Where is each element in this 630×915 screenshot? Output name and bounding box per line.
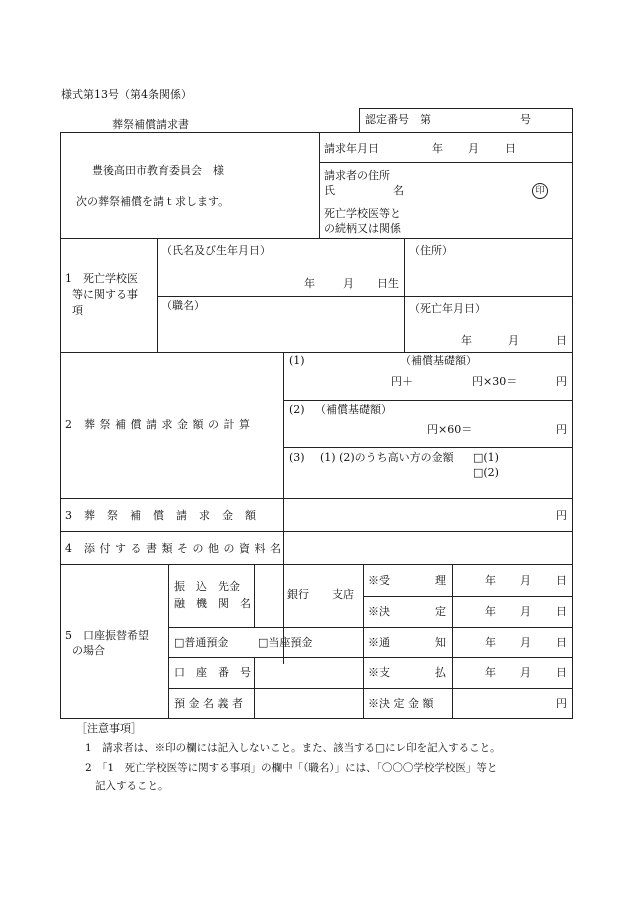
birth-day-unit: 日生 xyxy=(377,277,399,290)
bank-label-1: 振 込 先金 xyxy=(174,580,240,593)
claimant-address-label: 請求者の住所 xyxy=(324,169,390,182)
section5-label-2: の場合 xyxy=(72,644,105,657)
deceased-name-birth-label: （氏名及び生年月日） xyxy=(161,244,271,257)
deposit-ordinary-checkbox[interactable]: □普通預金 xyxy=(174,636,229,649)
addressee-board: 豊後高田市教育委員会 様 xyxy=(92,164,224,177)
section3-label: 3 葬 祭 補 償 請 求 金 額 xyxy=(65,509,257,522)
calc3-option-2[interactable]: □(2) xyxy=(473,466,499,479)
received-day-unit: 日 xyxy=(556,574,567,587)
claim-date-month-unit: 月 xyxy=(468,142,479,155)
notes-heading: ［注意事項］ xyxy=(76,722,142,735)
notified-label: ※通 xyxy=(368,636,390,649)
seal-mark: 印 xyxy=(532,183,548,199)
form-title: 葬祭補償請求書 xyxy=(112,118,189,131)
received-label: ※受 xyxy=(368,574,390,587)
note-item-2-line-2: 記入すること。 xyxy=(95,780,169,792)
decided-amount-unit: 円 xyxy=(556,697,567,710)
decided-day-unit: 日 xyxy=(556,605,567,618)
section1-label-2: 等に関する事 xyxy=(72,288,138,301)
birth-month-unit: 月 xyxy=(343,277,354,290)
death-date-label: （死亡年月日） xyxy=(409,302,486,315)
account-holder-label: 預 金 名 義 者 xyxy=(174,697,243,710)
bank-unit: 銀行 xyxy=(287,588,309,601)
decided-label: ※決 xyxy=(368,605,390,618)
section1-label-3: 項 xyxy=(72,304,83,317)
calc2-title: （補償基礎額） xyxy=(315,403,392,416)
received-year-unit: 年 xyxy=(485,574,496,587)
paid-month-unit: 月 xyxy=(520,666,531,679)
relation-label-1: 死亡学校医等と xyxy=(324,207,401,220)
note-item-2-line-1: 2 「1 死亡学校医等に関する事項」の欄中「（職名）」には、「〇〇〇学校学校医」等と xyxy=(85,762,498,774)
claim-date-day-unit: 日 xyxy=(505,142,516,155)
claim-date-year-unit: 年 xyxy=(432,142,443,155)
calc1-part-b: 円×30＝ xyxy=(472,375,518,388)
section4-label: 4 添 付 す る 書 類 そ の 他 の 資 料 名 xyxy=(65,542,282,555)
note-item-1: 1 請求者は、※印の欄には記入しないこと。また、該当する□にレ印を記入すること。 xyxy=(85,742,501,754)
decided-month-unit: 月 xyxy=(520,605,531,618)
certification-number-label: 認定番号 第 xyxy=(365,113,431,126)
claim-date-label: 請求年月日 xyxy=(324,142,379,155)
birth-year-unit: 年 xyxy=(304,277,315,290)
calc2-part-a: 円×60＝ xyxy=(427,423,473,436)
paid-label-2: 払 xyxy=(435,666,446,679)
calc1-number: (1) xyxy=(289,354,305,367)
section3-unit: 円 xyxy=(556,509,567,522)
notified-month-unit: 月 xyxy=(520,636,531,649)
claimant-name-label-2: 名 xyxy=(393,184,404,197)
decided-label-2: 定 xyxy=(435,605,446,618)
calc1-title: （補償基礎額） xyxy=(400,354,477,367)
received-month-unit: 月 xyxy=(520,574,531,587)
death-year-unit: 年 xyxy=(461,334,472,347)
death-month-unit: 月 xyxy=(508,334,519,347)
calc1-part-a: 円＋ xyxy=(391,375,413,388)
notified-year-unit: 年 xyxy=(485,636,496,649)
paid-day-unit: 日 xyxy=(556,666,567,679)
deceased-address-label: （住所） xyxy=(409,244,453,257)
calc2-part-b: 円 xyxy=(556,423,567,436)
calc2-number: (2) xyxy=(289,403,305,416)
received-label-2: 理 xyxy=(435,574,446,587)
relation-label-2: の続柄又は関係 xyxy=(324,222,401,235)
branch-unit: 支店 xyxy=(332,588,354,601)
claimant-name-label-1: 氏 xyxy=(324,184,335,197)
decided-amount-label: ※決 定 金 額 xyxy=(368,697,434,710)
form-number: 様式第13号（第4条関係） xyxy=(61,88,192,101)
certification-number-suffix: 号 xyxy=(520,113,531,126)
account-number-label: 口 座 番 号 xyxy=(174,666,251,679)
section5-label-1: 5 口座振替希望 xyxy=(65,629,149,642)
calc3-option-1[interactable]: □(1) xyxy=(473,451,499,464)
bank-label-2: 融 機 関 名 xyxy=(174,597,251,610)
decided-year-unit: 年 xyxy=(485,605,496,618)
notified-label-2: 知 xyxy=(435,636,446,649)
death-day-unit: 日 xyxy=(556,334,567,347)
deceased-job-label: （職名） xyxy=(161,299,205,312)
paid-year-unit: 年 xyxy=(485,666,496,679)
paid-label: ※支 xyxy=(368,666,390,679)
calc1-part-c: 円 xyxy=(556,375,567,388)
notified-day-unit: 日 xyxy=(556,636,567,649)
section2-label: 2 葬 祭 補 償 請 求 金 額 の 計 算 xyxy=(65,418,251,431)
request-statement: 次の葬祭補償を請ｔ求します。 xyxy=(76,195,230,208)
calc3-number: (3) xyxy=(289,451,305,464)
calc3-text: (1) (2)のうち高い方の金額 xyxy=(320,451,454,464)
section1-label-1: 1 死亡学校医 xyxy=(65,272,138,285)
deposit-current-checkbox[interactable]: □当座預金 xyxy=(258,636,313,649)
